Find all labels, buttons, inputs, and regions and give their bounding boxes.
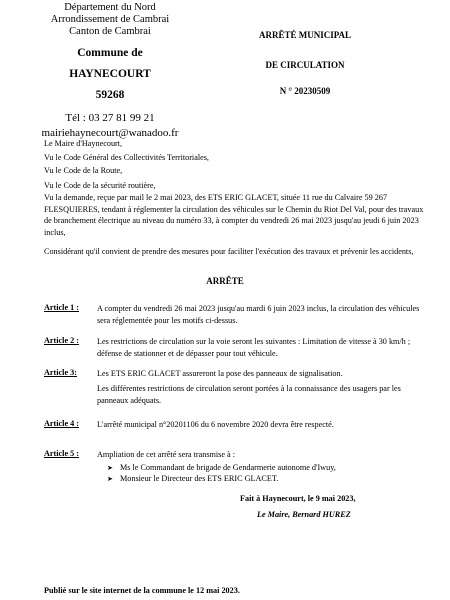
arrete-heading: ARRÊTE	[206, 276, 244, 286]
demande-paragraph: Vu la demande, reçue par mail le 2 mai 2023, des ETS ERIC GLACET, située 11 rue du Calvaire 59 267 FLESQUIERES, tendant à réglementer la circulation des véhicules sur le Chemin du Riot Del Val, pour des travaux de branchement électrique au niveau du numéro 33, à compter du vendredi 26 mai 2023 jusqu'au jeudi 6 juin 2023 inclus,	[44, 193, 424, 237]
recipient-item	[107, 473, 278, 485]
article-text: L'arrêté municipal n°20201106 du 6 novembre 2020 devra être respecté.	[97, 420, 334, 429]
arrete-category: DE CIRCULATION	[265, 60, 345, 70]
article-text: Les restrictions de circulation sur la voie seront les suivantes : Limitation de vitesse à 30 km/h ; défense de stationner et de dépasser pour tout véhicule.	[97, 337, 411, 358]
commune-name: HAYNECOURT	[69, 68, 151, 80]
recipient-text: Ms le Commandant de brigade de Gendarmerie autonome d'Iwuy,	[120, 463, 336, 472]
considerant-paragraph: Considérant qu'il convient de prendre des mesures pour faciliter l'exécution des travaux et prévenir les accidents,	[44, 247, 414, 256]
article-label: Article 1 :	[44, 303, 80, 312]
article-text: Ampliation de cet arrêté sera transmise à :	[97, 450, 235, 459]
postcode: 59268	[95, 89, 125, 101]
article-text: Les différentes restrictions de circulation seront portées à la connaissance des usagers par les panneaux adéquats.	[97, 384, 401, 405]
signature-place-date: Fait à Haynecourt, le 9 mai 2023,	[240, 494, 356, 503]
article-label: Article 3:	[44, 368, 77, 377]
article-text: A compter du vendredi 26 mai 2023 jusqu'au mardi 6 juin 2023 inclus, la circulation des véhicules sera réglementée pour les motifs ci-dessus.	[97, 304, 420, 325]
arrete-number: N ° 20230509	[279, 86, 331, 96]
email: mairiehaynecourt@wanadoo.fr	[41, 127, 179, 139]
canton: Canton de Cambrai	[69, 26, 151, 37]
vu-line: Vu le Code de la Route,	[44, 166, 123, 175]
arrow-bullet-icon: ➤	[107, 464, 113, 472]
commune-label: Commune de	[77, 47, 143, 59]
commune-header	[20, 2, 200, 140]
arrete-type: ARRÊTÉ MUNICIPAL	[258, 30, 352, 40]
signature-signer: Le Maire, Bernard HUREZ	[257, 510, 351, 519]
recipient-text: Monsieur le Directeur des ETS ERIC GLACET.	[120, 474, 279, 483]
vu-line: Vu le Code Général des Collectivités Territoriales,	[44, 153, 209, 162]
article-label: Article 2 :	[44, 336, 80, 345]
article-text: Les ETS ERIC GLACET assureront la pose des panneaux de signalisation.	[97, 369, 343, 378]
telephone: Tél : 03 27 81 99 21	[65, 112, 155, 124]
vu-line: Vu le Code de la sécurité routière,	[44, 181, 156, 190]
departement: Département du Nord	[64, 2, 156, 13]
article-label: Article 5 :	[44, 449, 80, 458]
article-label: Article 4 :	[44, 419, 80, 428]
arrondissement: Arrondissement de Cambrai	[50, 14, 170, 25]
maire-line: Le Maire d'Haynecourt,	[44, 139, 123, 148]
arrow-bullet-icon: ➤	[107, 475, 113, 483]
publication-note: Publié sur le site internet de la commune le 12 mai 2023.	[44, 586, 240, 595]
